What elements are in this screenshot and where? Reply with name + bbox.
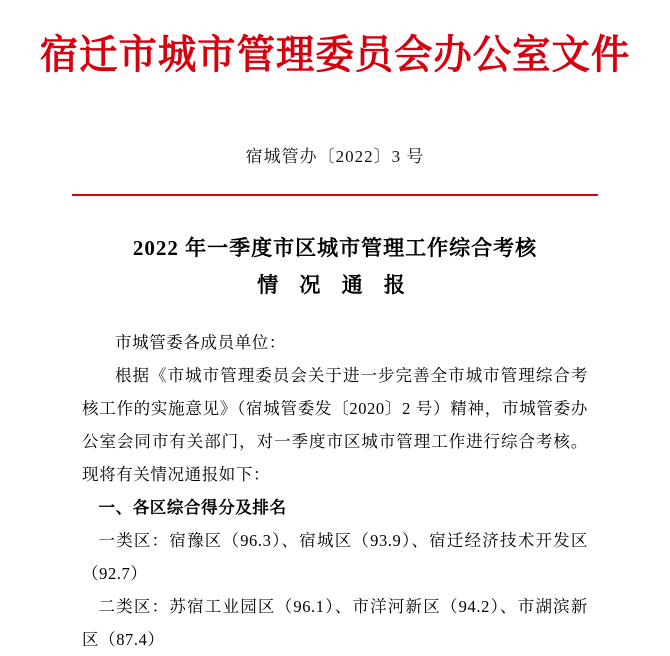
section-1-item-2: 二类区：苏宿工业园区（96.1）、市洋河新区（94.2）、市湖滨新区（87.4） [82, 596, 588, 649]
section-1-item-1: 一类区：宿豫区（96.3）、宿城区（93.9）、宿迁经济技术开发区（92.7） [82, 530, 588, 583]
document-number: 宿城管办〔2022〕3 号 [245, 147, 425, 166]
page-title-line-1: 2022 年一季度市区城市管理工作综合考核 [132, 236, 538, 260]
document-red-title: 宿迁市城市管理委员会办公室文件 [39, 32, 631, 77]
salutation-text: 市城管委各成员单位： [115, 332, 286, 352]
red-divider-rule [72, 194, 598, 196]
body-paragraph-1: 根据《市城市管理委员会关于进一步完善全市城市管理综合考核工作的实施意见》（宿城管委发〔2020〕2 号）精神，市城管委办公室会同市有关部门，对一季度市区城市管理工作进行综合考核。现将有关情况通报如下： [82, 365, 588, 484]
section-heading-1: 一、各区综合得分及排名 [98, 497, 287, 517]
page-title-line-2: 情 况 通 报 [257, 272, 413, 297]
document-header [0, 0, 670, 80]
page-title [78, 230, 592, 304]
document-body [82, 326, 588, 656]
